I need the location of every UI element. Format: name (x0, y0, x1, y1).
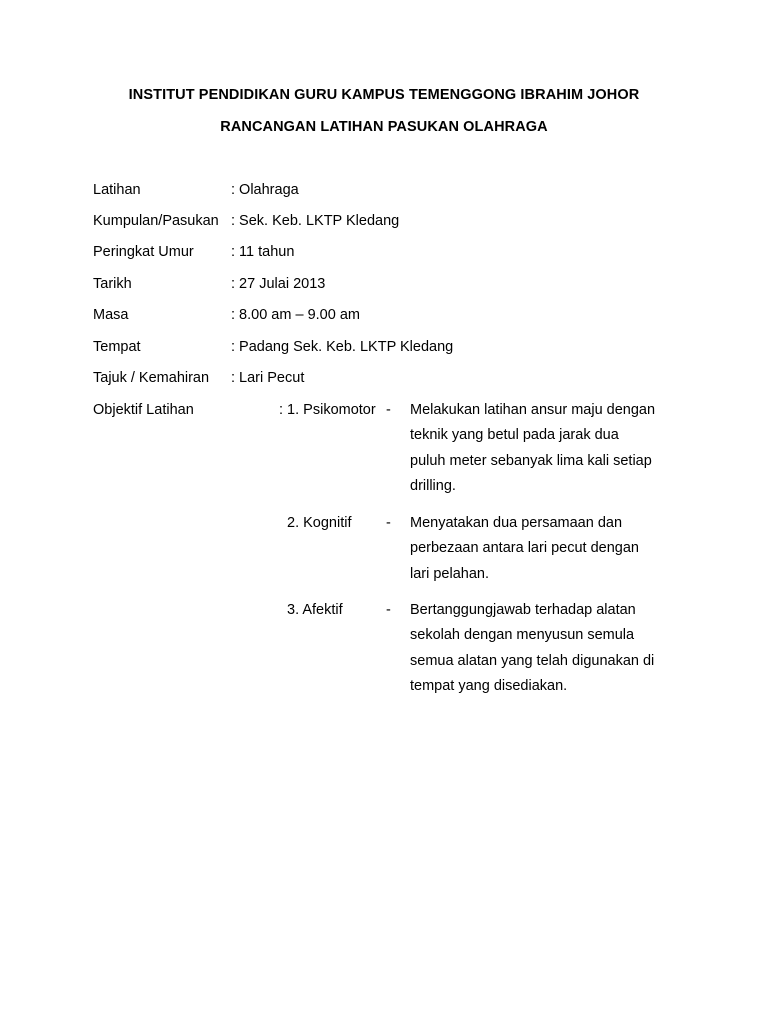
objective-line: teknik yang betul pada jarak dua (410, 427, 619, 444)
objective-line: Bertanggungjawab terhadap alatan (410, 602, 636, 618)
field-value: : Sek. Keb. LKTP Kledang (231, 213, 400, 229)
field-value: : 11 tahun (231, 244, 295, 260)
objective-dash: - (386, 515, 391, 531)
objective-line: tempat yang disediakan. (410, 677, 568, 694)
objective-description-kognitif (410, 511, 710, 587)
field-label: Peringkat Umur (93, 244, 194, 260)
field-value: : 8.00 am – 9.00 am (231, 307, 360, 323)
objective-line: lari pelahan. (410, 565, 489, 582)
objective-line: puluh meter sebanyak lima kali setiap (410, 452, 652, 469)
document-subtitle: RANCANGAN LATIHAN PASUKAN OLAHRAGA (220, 119, 548, 135)
objective-description-psikomotor (410, 398, 710, 499)
objective-line: Melakukan latihan ansur maju dengan (410, 402, 656, 418)
field-value: : 27 Julai 2013 (231, 276, 326, 292)
field-label: Tajuk / Kemahiran (93, 370, 210, 386)
objective-description-afektif (410, 598, 710, 699)
objective-line: drilling. (410, 477, 456, 494)
field-value: : Padang Sek. Keb. LKTP Kledang (231, 339, 454, 355)
objective-number-psikomotor: : 1. Psikomotor (279, 402, 376, 418)
field-label: Latihan (93, 182, 141, 198)
document-title: INSTITUT PENDIDIKAN GURU KAMPUS TEMENGGONG IBRAHIM JOHOR (128, 87, 640, 103)
field-label: Masa (93, 307, 129, 323)
field-label: Tarikh (93, 276, 132, 292)
objectives-label: Objektif Latihan (93, 402, 194, 418)
objective-number-kognitif: 2. Kognitif (287, 515, 352, 531)
field-value: : Olahraga (231, 182, 299, 198)
objective-dash: - (386, 402, 391, 418)
objective-line: sekolah dengan menyusun semula (410, 627, 635, 644)
objective-line: semua alatan yang telah digunakan di (410, 652, 655, 669)
field-label: Tempat (93, 339, 141, 355)
objective-line: Menyatakan dua persamaan dan (410, 515, 623, 531)
objective-dash: - (386, 602, 391, 618)
field-value: : Lari Pecut (231, 370, 305, 386)
objective-line: perbezaan antara lari pecut dengan (410, 540, 639, 557)
field-label: Kumpulan/Pasukan (93, 213, 219, 229)
objective-number-afektif: 3. Afektif (287, 602, 343, 618)
